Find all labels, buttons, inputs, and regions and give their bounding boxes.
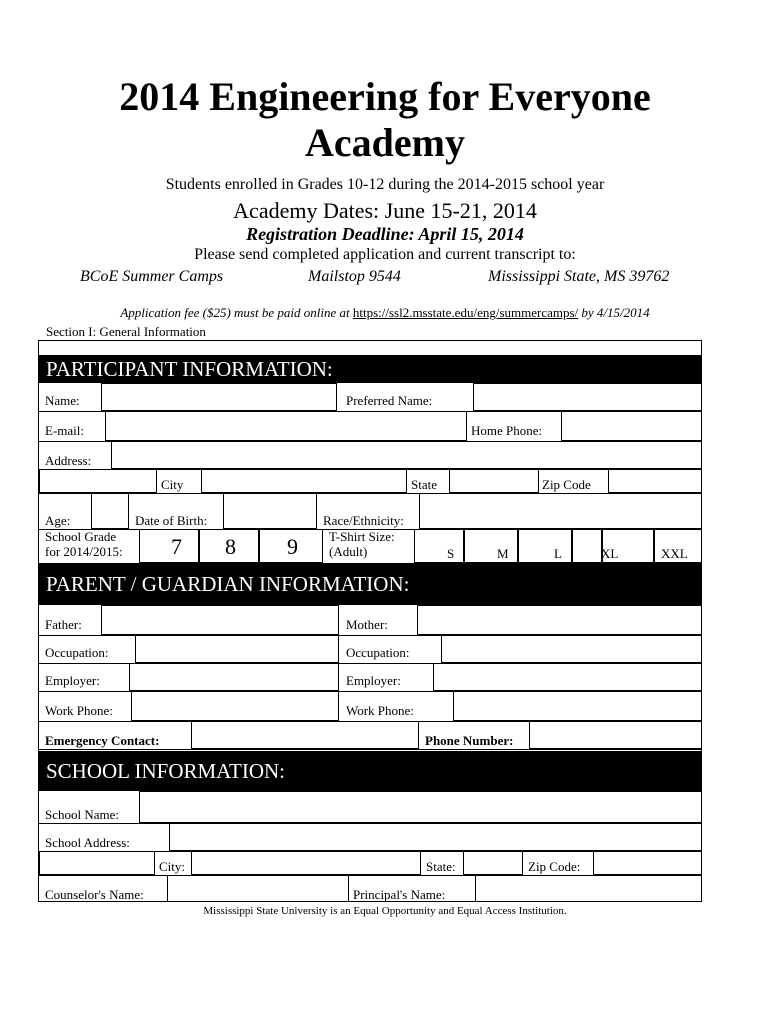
principal-label: Principal's Name:	[353, 887, 446, 902]
state-field[interactable]	[449, 469, 539, 493]
size-s-checkbox-box[interactable]	[414, 529, 464, 563]
school-zip-label: Zip Code:	[528, 859, 581, 874]
father-work-phone-field[interactable]	[131, 691, 339, 721]
principal-field[interactable]	[475, 875, 702, 902]
counselor-label: Counselor's Name:	[45, 887, 144, 902]
size-xxl-label: XXL	[661, 546, 688, 561]
father-work-phone-label: Work Phone:	[45, 703, 113, 718]
school-name-row	[39, 791, 702, 824]
school-address-row	[39, 823, 702, 852]
grade-8-label: 8	[225, 534, 236, 559]
mother-label: Mother:	[346, 617, 388, 632]
city-field[interactable]	[201, 469, 407, 493]
preferred-name-label: Preferred Name:	[346, 393, 433, 408]
school-zip-field[interactable]	[593, 851, 702, 875]
email-label: E-mail:	[45, 423, 84, 438]
tshirt-label	[329, 529, 395, 559]
father-label: Father:	[45, 617, 82, 632]
school-heading: SCHOOL INFORMATION:	[39, 751, 702, 791]
size-l-box[interactable]	[572, 529, 602, 563]
age-label: Age:	[45, 513, 71, 528]
father-occupation-label: Occupation:	[45, 645, 109, 660]
address-line-2-field[interactable]	[39, 469, 157, 493]
size-l-label: L	[554, 546, 562, 561]
registration-form	[38, 340, 702, 902]
grade-label-line-1: School Grade	[45, 529, 117, 544]
school-name-field[interactable]	[139, 791, 702, 823]
eligibility-text: Students enrolled in Grades 10-12 during the 2014-2015 school year	[165, 176, 605, 193]
grade-label-line-2: for 2014/2015:	[45, 544, 123, 559]
size-m-checkbox[interactable]	[464, 529, 518, 563]
mother-employer-field[interactable]	[433, 663, 702, 691]
grade-7-checkbox[interactable]	[139, 529, 199, 563]
name-field[interactable]	[101, 383, 337, 411]
school-state-label: State:	[426, 859, 456, 874]
mother-work-phone-label: Work Phone:	[346, 703, 414, 718]
school-city-field[interactable]	[191, 851, 421, 875]
emergency-contact-field[interactable]	[191, 721, 419, 749]
counselor-field[interactable]	[167, 875, 349, 902]
race-label: Race/Ethnicity:	[323, 513, 404, 528]
email-field[interactable]	[105, 411, 467, 441]
size-l-checkbox[interactable]	[518, 529, 572, 563]
grade-9-label: 9	[287, 534, 298, 559]
title-line-2: Academy	[305, 120, 465, 165]
parent-heading: PARENT / GUARDIAN INFORMATION:	[39, 563, 702, 605]
home-phone-field[interactable]	[561, 411, 702, 441]
name-row	[39, 383, 702, 412]
grade-7-label: 7	[171, 534, 182, 559]
address-row	[39, 441, 702, 470]
send-instructions: Please send completed application and current transcript to:	[194, 246, 576, 263]
registration-deadline: Registration Deadline: April 15, 2014	[246, 224, 524, 244]
section-label: Section I: General Information	[46, 324, 206, 339]
city-state-zip-row	[39, 469, 702, 494]
school-address-line-2-field[interactable]	[39, 851, 155, 875]
preferred-name-field[interactable]	[473, 383, 702, 411]
phone-number-label: Phone Number:	[425, 733, 514, 748]
tshirt-label-line-1: T-Shirt Size:	[329, 529, 395, 544]
fee-suffix: by 4/15/2014	[578, 305, 650, 320]
emergency-phone-field[interactable]	[529, 721, 702, 749]
equal-opportunity-statement: Mississippi State University is an Equal Opportunity and Equal Access Institution.	[203, 905, 567, 917]
state-label: State	[411, 477, 437, 492]
size-s-label: S	[447, 546, 455, 561]
name-label: Name:	[45, 393, 80, 408]
fee-prefix: Application fee ($25) must be paid online at	[120, 305, 353, 320]
father-employer-field[interactable]	[129, 663, 339, 691]
father-occupation-field[interactable]	[135, 635, 339, 663]
title-line-1: 2014 Engineering for Everyone	[119, 74, 651, 119]
address-line-camps: BCoE Summer Camps	[80, 268, 224, 285]
fee-payment-link[interactable]: https://ssl2.msstate.edu/eng/summercamps/	[352, 305, 579, 320]
school-address-label: School Address:	[45, 835, 130, 850]
grade-label	[45, 529, 123, 559]
school-city-row	[39, 851, 702, 876]
emergency-row	[39, 721, 702, 750]
father-employer-label: Employer:	[45, 673, 100, 688]
mother-employer-label: Employer:	[346, 673, 401, 688]
grade-tshirt-row	[39, 529, 702, 564]
dob-label: Date of Birth:	[135, 513, 208, 528]
address-field[interactable]	[111, 441, 702, 469]
address-label: Address:	[45, 453, 92, 468]
age-dob-row	[39, 493, 702, 530]
occupation-row	[39, 635, 702, 664]
age-field[interactable]	[91, 493, 129, 529]
zip-label: Zip Code	[542, 477, 591, 492]
email-row	[39, 411, 702, 442]
academy-dates: Academy Dates: June 15-21, 2014	[233, 198, 537, 223]
school-name-label: School Name:	[45, 807, 120, 822]
city-label: City	[161, 477, 184, 492]
father-mother-row	[39, 605, 702, 636]
participant-heading: PARTICIPANT INFORMATION:	[39, 355, 702, 383]
mother-occupation-label: Occupation:	[346, 645, 410, 660]
father-field[interactable]	[101, 605, 339, 635]
work-phone-row	[39, 691, 702, 722]
address-line-mailstop: Mailstop 9544	[308, 268, 401, 285]
emergency-contact-label: Emergency Contact:	[45, 733, 160, 748]
counselor-row	[39, 875, 702, 902]
page-title	[0, 74, 770, 166]
size-m-label: M	[497, 546, 509, 561]
size-xl-label: XL	[601, 546, 619, 561]
mother-occupation-field[interactable]	[441, 635, 702, 663]
home-phone-label: Home Phone:	[471, 423, 543, 438]
dob-field[interactable]	[223, 493, 317, 529]
mother-field[interactable]	[417, 605, 702, 635]
application-fee-note	[0, 305, 770, 321]
tshirt-label-line-2: (Adult)	[329, 544, 368, 559]
address-line-city: Mississippi State, MS 39762	[488, 268, 670, 285]
school-state-field[interactable]	[463, 851, 523, 875]
mother-work-phone-field[interactable]	[453, 691, 702, 721]
school-address-field[interactable]	[169, 823, 702, 851]
zip-field[interactable]	[608, 469, 702, 493]
school-city-label: City:	[159, 859, 186, 874]
employer-row	[39, 663, 702, 692]
race-field[interactable]	[419, 493, 702, 529]
